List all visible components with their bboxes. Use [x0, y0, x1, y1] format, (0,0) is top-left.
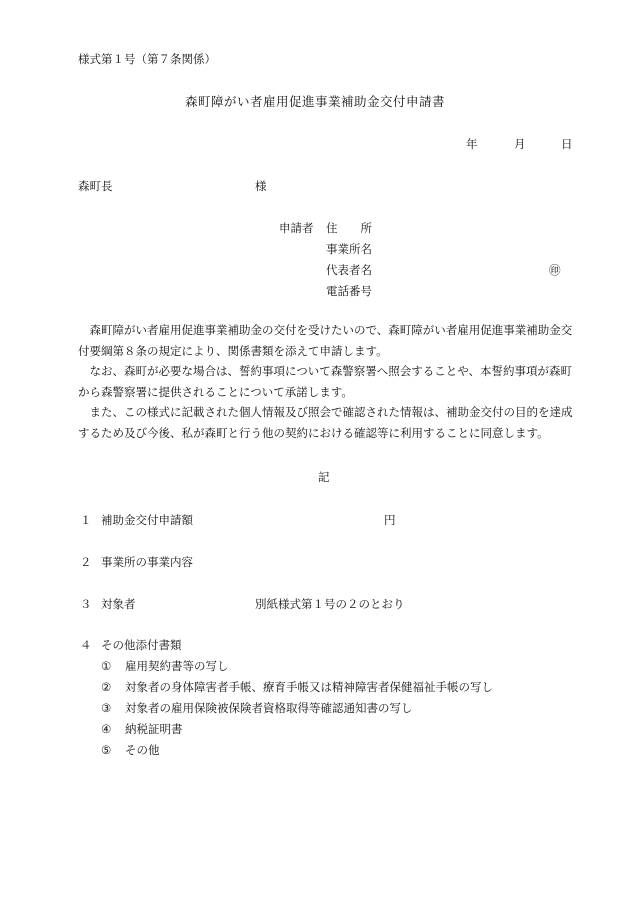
item3-number: ３ [80, 597, 92, 611]
item2-number: ２ [80, 555, 92, 569]
attachment-item-text: 対象者の身体障害者手帳、療育手帳又は精神障害者保健福祉手帳の写し [125, 680, 493, 694]
attachment-item-text: 雇用契約書等の写し [125, 659, 229, 673]
addressee-name: 森町長 [78, 179, 113, 193]
document-title: 森町障がい者雇用促進事業補助金交付申請書 [185, 94, 446, 109]
item3-label: 対象者 [101, 597, 136, 611]
attachment-item-number: ④ [101, 722, 112, 736]
applicant-representative-label: 代表者名 [326, 263, 372, 277]
body-paragraph-consent: 森町障がい者雇用促進事業補助金の交付を受けたいので、森町障がい者雇用促進事業補助金交付要綱第８条の規定により、関係書類を添えて申請します。 [78, 323, 573, 358]
item1-unit: 円 [384, 513, 396, 527]
applicant-business-name-label: 事業所名 [326, 242, 372, 256]
attachment-item-text: 納税証明書 [125, 722, 183, 736]
date-year-label: 年 [466, 137, 478, 151]
form-number: 様式第１号（第７条関係） [78, 52, 216, 66]
item3-value: 別紙様式第１号の２のとおり [255, 597, 405, 611]
date-month-label: 月 [514, 137, 526, 151]
addressee-honorific: 様 [255, 179, 267, 193]
item4-label: その他添付書類 [101, 638, 182, 652]
attachment-item-number: ③ [101, 701, 112, 715]
item1-number: １ [80, 513, 92, 527]
applicant-phone-label: 電話番号 [326, 284, 372, 298]
attachment-item-number: ⑤ [101, 743, 112, 757]
attachment-item-number: ① [101, 659, 112, 673]
seal-mark: ㊞ [549, 263, 561, 277]
attachment-item-text: その他 [125, 743, 160, 757]
body-paragraph-privacy: また、この様式に記載された個人情報及び照会で確認された情報は、補助金交付の目的を達成するため及び今後、私が森町と行う他の契約における確認等に利用することに同意します。 [78, 405, 573, 440]
item4-number: ４ [80, 638, 92, 652]
date-day-label: 日 [561, 137, 573, 151]
applicant-address-label: 住 所 [326, 221, 372, 235]
body-paragraph-police: なお、森町が必要な場合は、誓約事項について森警察署へ照会することや、本誓約事項が森町から森警察署に提供されることについて承諾します。 [78, 364, 573, 399]
attachment-item-text: 対象者の雇用保険被保険者資格取得等確認通知書の写し [125, 701, 413, 715]
body-text [78, 320, 578, 443]
item2-label: 事業所の事業内容 [101, 555, 193, 569]
item1-label: 補助金交付申請額 [101, 513, 193, 527]
ki-heading: 記 [318, 470, 330, 484]
attachment-item-number: ② [101, 680, 112, 694]
applicant-label: 申請者 [279, 221, 314, 235]
